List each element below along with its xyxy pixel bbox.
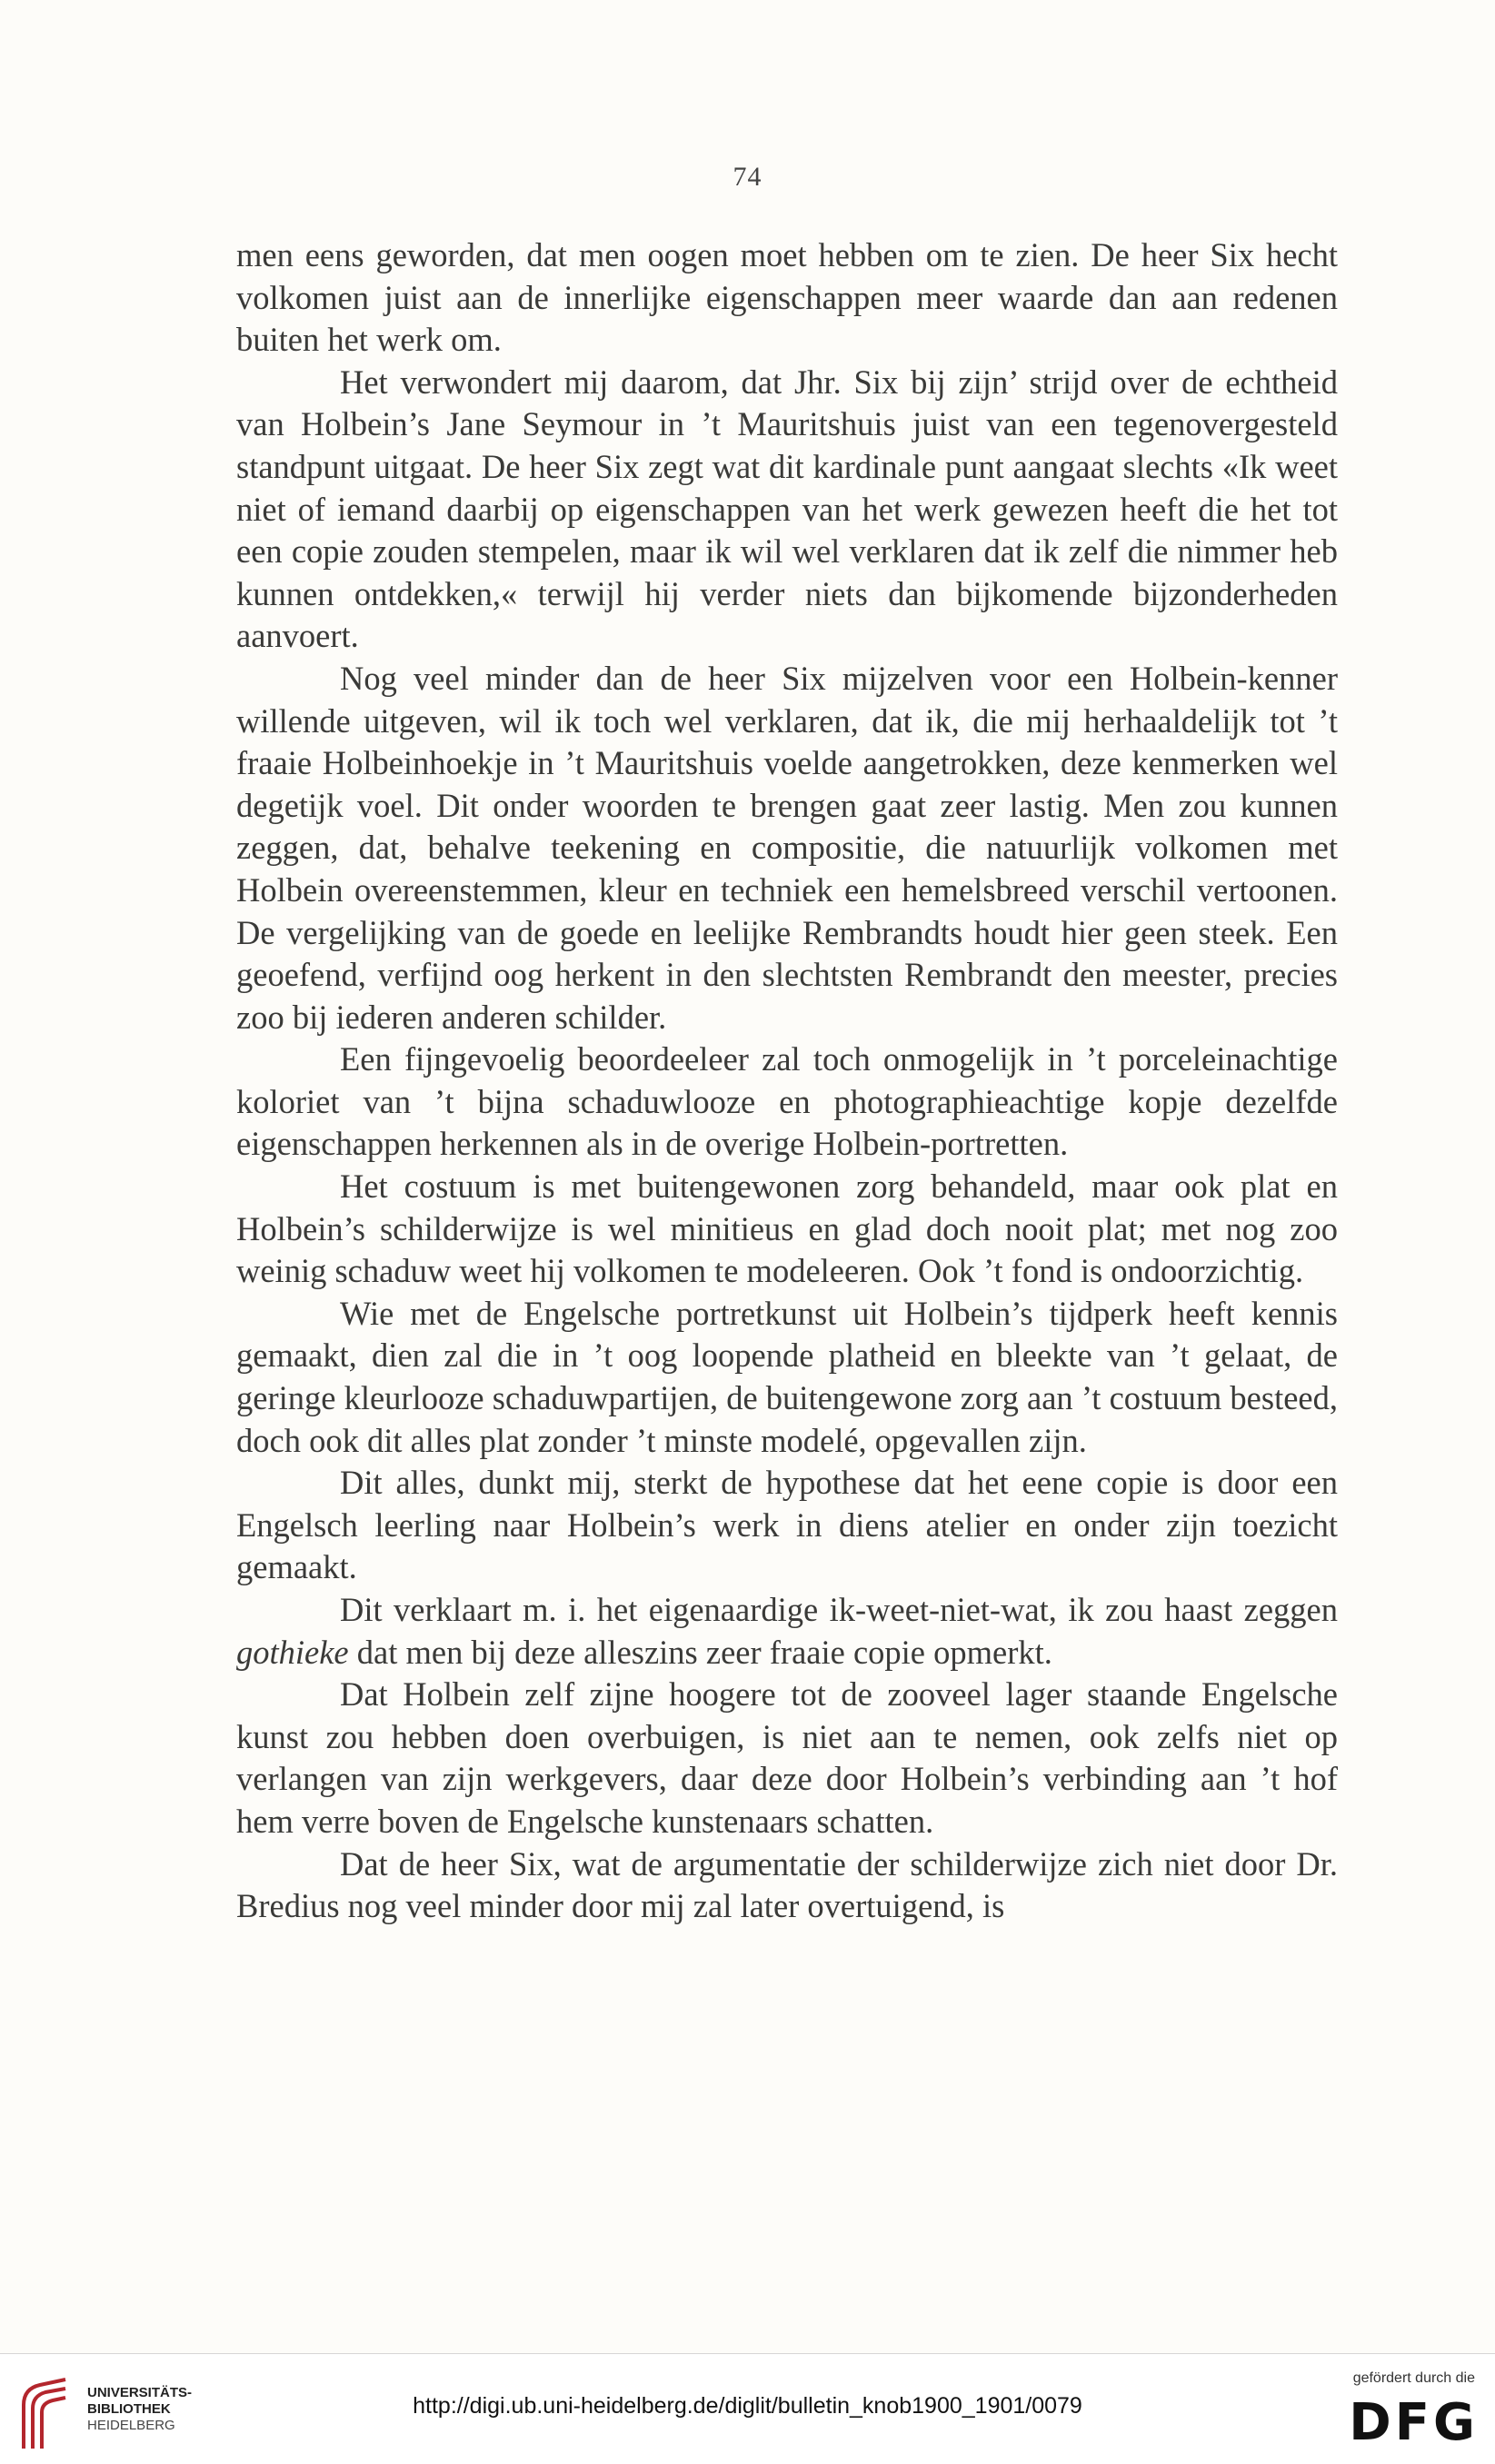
page-number: 74 — [733, 162, 762, 192]
italic-term: gothieke — [236, 1633, 349, 1671]
paragraph-4: Een fijngevoelig beoordeeleer zal toch onmogelijk in ’t porceleinachtige koloriet van ’t bijna schaduwlooze en photographieachtige kopje dezelfde eigenschappen herkennen als in de overige Holbein-portretten. — [236, 1040, 1338, 1163]
paragraph-1: men eens geworden, dat men oogen moet hebben om te zien. De heer Six hecht volkomen juist aan de innerlijke eigenschappen meer waarde dan aan redenen buiten het werk om. — [236, 236, 1338, 359]
library-name-line-3: HEIDELBERG — [87, 2418, 175, 2433]
paragraph-9: Dat Holbein zelf zijne hoogere tot de zooveel lager staande Engelsche kunst zou hebben doen overbuigen, is niet aan te nemen, ook zelfs niet op verlangen van zijn werkgevers, daar deze door Holbein’s verbinding aan ’t hof hem verre boven de Engelsche kunstenaars schatten. — [236, 1675, 1338, 1840]
library-name-line-2: BIBLIOTHEK — [87, 2401, 171, 2417]
paragraph-6: Wie met de Engelsche portretkunst uit Holbein’s tijdperk heeft kennis gemaakt, dien zal die in ’t oog loopende platheid en bleekte van ’t gelaat, de geringe kleurlooze schaduwpartijen, de buitengewone zorg aan ’t costuum besteed, doch ook dit alles plat zonder ’t minste modelé, opgevallen zijn. — [236, 1294, 1338, 1459]
paragraph-8 — [236, 1589, 1338, 1674]
paragraph-2: Het verwondert mij daarom, dat Jhr. Six bij zijn’ strijd over de echtheid van Holbein’s Jane Seymour in ’t Mauritshuis juist van een tegenovergesteld standpunt uitgaat. De heer Six zegt wat dit kardinale punt aangaat slechts «Ik weet niet of iemand daarbij op eigenschappen van het werk gewezen heeft die het tot een copie zouden stempelen, maar ik wil wel verklaren dat ik zelf die nimmer heb kunnen ontdekken,« terwijl hij verder niets dan bijkomende bijzonderheden aanvoert. — [236, 363, 1338, 655]
paragraph-8-text-after: dat men bij deze alleszins zeer fraaie copie opmerkt. — [348, 1633, 1052, 1671]
body-text — [236, 234, 1338, 1928]
paragraph-7: Dit alles, dunkt mij, sterkt de hypothese dat het eene copie is door een Engelsch leerling naar Holbein’s werk in diens atelier en onder zijn toezicht gemaakt. — [236, 1464, 1338, 1586]
library-name-line-1: UNIVERSITÄTS- — [87, 2385, 193, 2400]
paragraph-8-text-before: Dit verklaart m. i. het eigenaardige ik-weet-niet-wat, ik zou haast zeggen — [340, 1591, 1338, 1628]
funding-note: gefördert durch die — [1352, 2370, 1475, 2386]
permalink-url[interactable]: http://digi.ub.uni-heidelberg.de/diglit/bulletin_knob1900_1901/0079 — [413, 2393, 1082, 2419]
dfg-logo: DFG — [1349, 2393, 1479, 2452]
paragraph-10: Dat de heer Six, wat de argumentatie der schilderwijze zich niet door Dr. Bredius nog veel minder door mij zal later overtuigend, is — [236, 1844, 1338, 1925]
paragraph-3: Nog veel minder dan de heer Six mijzelven voor een Holbein-kenner willende uitgeven, wil ik toch wel verklaren, dat ik, die mij herhaaldelijk tot ’t fraaie Holbeinhoekje in ’t Mauritshuis voelde aangetrokken, deze kenmerken wel degetijk voel. Dit onder woorden te brengen gaat zeer lastig. Men zou kunnen zeggen, dat, behalve teekening en compositie, die natuurlijk volkomen met Holbein overeenstemmen, kleur en techniek een hemelsbreed verschil vertoonen. De vergelijking van de goede en leelijke Rembrandts houdt hier geen steek. Een geoefend, verfijnd oog herkent in den slechtsten Rembrandt den meester, precies zoo bij iederen anderen schilder. — [236, 659, 1338, 1036]
paragraph-5: Het costuum is met buitengewonen zorg behandeld, maar ook plat en Holbein’s schilderwijze is wel minitieus en glad doch nooit plat; met nog zoo weinig schaduw weet hij volkomen te modeleeren. Ook ’t fond is ondoorzichtig. — [236, 1167, 1338, 1290]
viewer-footer — [0, 2353, 1495, 2464]
